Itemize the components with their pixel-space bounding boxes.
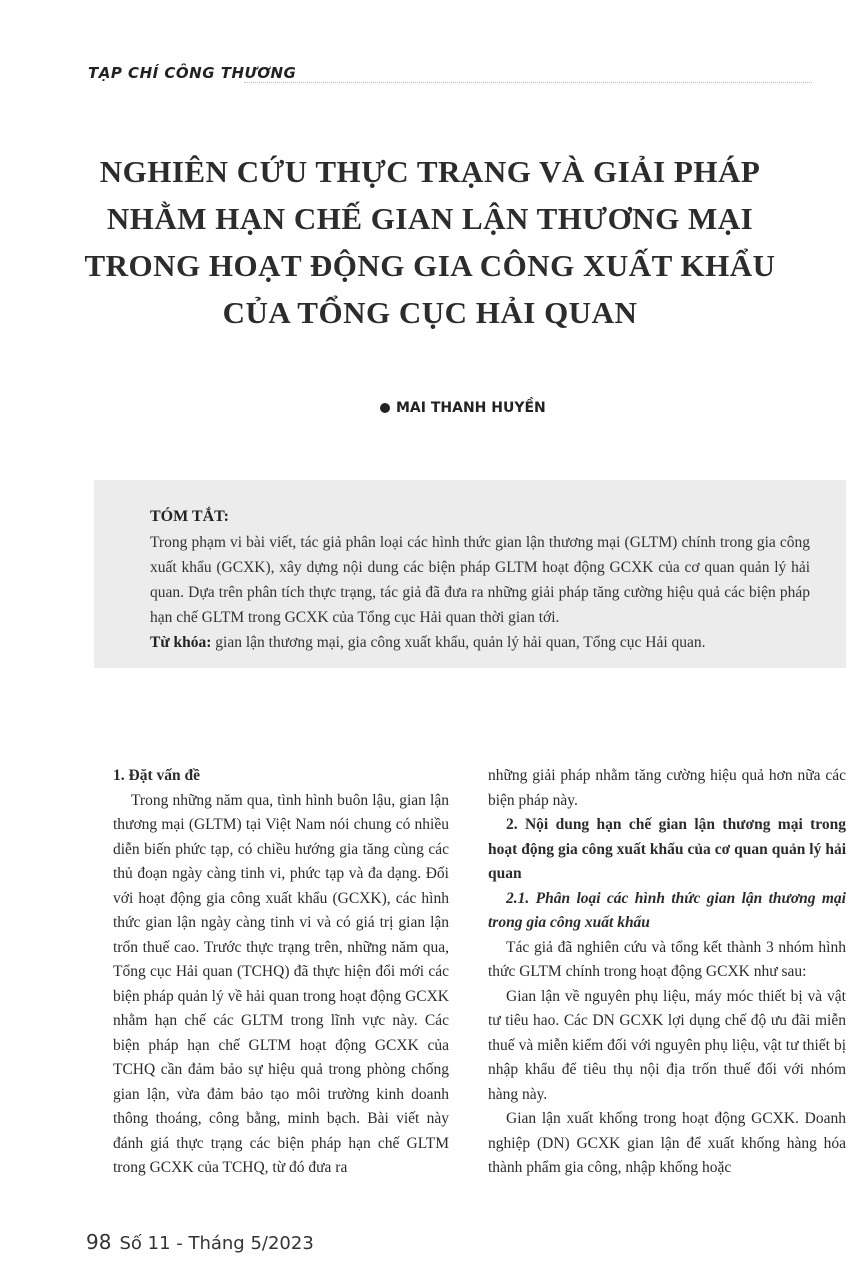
page-footer bbox=[86, 1230, 314, 1254]
section-heading: 2. Nội dung hạn chế gian lận thương mại trong hoạt động gia công xuất khẩu của cơ quan quản lý hải quan bbox=[488, 816, 846, 882]
left-column bbox=[113, 764, 449, 1181]
subsection-heading: 2.1. Phân loại các hình thức gian lận thương mại trong gia công xuất khẩu bbox=[488, 889, 846, 931]
section-heading: 1. Đặt vấn đề bbox=[113, 767, 200, 784]
journal-header: TẠP CHÍ CÔNG THƯƠNG bbox=[88, 64, 297, 82]
author-name: MAI THANH HUYỀN bbox=[396, 400, 546, 416]
header-rule bbox=[244, 82, 812, 83]
title-line: TRONG HOẠT ĐỘNG GIA CÔNG XUẤT KHẨU bbox=[84, 248, 776, 283]
right-column bbox=[488, 764, 846, 1181]
abstract-box bbox=[94, 480, 846, 668]
keywords-label: Từ khóa: bbox=[150, 634, 212, 651]
article-title bbox=[60, 148, 800, 336]
bullet-icon bbox=[380, 403, 390, 413]
title-line: CỦA TỔNG CỤC HẢI QUAN bbox=[222, 295, 638, 330]
page-number: 98 bbox=[86, 1230, 112, 1254]
body-paragraph: Gian lận về nguyên phụ liệu, máy móc thiết bị và vật tư tiêu hao. Các DN GCXK lợi dụng chế độ ưu đãi miễn thuế và miễn kiểm đối với nguyên phụ liệu, vật tư thiết bị nhập khẩu để tiêu thụ nội địa trốn thuế đối với nhóm hàng này. bbox=[488, 987, 846, 1103]
title-line: NHẰM HẠN CHẾ GIAN LẬN THƯƠNG MẠI bbox=[106, 201, 754, 236]
keywords-line bbox=[150, 630, 810, 655]
author-line bbox=[380, 400, 546, 416]
keywords-text: gian lận thương mại, gia công xuất khẩu, quản lý hải quan, Tổng cục Hải quan. bbox=[211, 634, 706, 651]
body-paragraph: Tác giả đã nghiên cứu và tổng kết thành 3 nhóm hình thức GLTM chính trong hoạt động GCXK như sau: bbox=[488, 938, 846, 980]
body-paragraph: Gian lận xuất khống trong hoạt động GCXK. Doanh nghiệp (DN) GCXK gian lận để xuất khống hàng hóa thành phẩm gia công, nhập khống hoặc bbox=[488, 1110, 846, 1176]
issue-info: Số 11 - Tháng 5/2023 bbox=[119, 1233, 314, 1254]
abstract-text: Trong phạm vi bài viết, tác giả phân loại các hình thức gian lận thương mại (GLTM) chính trong gia công xuất khẩu (GCXK), xây dựng nội dung các biện pháp GLTM hoạt động GCXK của cơ quan quản lý hải quan. Dựa trên phân tích thực trạng, tác giả đã đưa ra những giải pháp tăng cường hiệu quả các biện pháp hạn chế GLTM trong GCXK của Tổng cục Hải quan thời gian tới. bbox=[150, 534, 810, 626]
title-line: NGHIÊN CỨU THỰC TRẠNG VÀ GIẢI PHÁP bbox=[99, 154, 761, 189]
abstract-label: TÓM TẮT: bbox=[150, 508, 229, 525]
body-paragraph: những giải pháp nhằm tăng cường hiệu quả hơn nữa các biện pháp này. bbox=[488, 767, 846, 809]
body-paragraph: Trong những năm qua, tình hình buôn lậu, gian lận thương mại (GLTM) tại Việt Nam nói chung có nhiều diễn biến phức tạp, có chiều hướng gia tăng cùng các thủ đoạn ngày càng tinh vi, phức tạp và đa dạng. Đối với hoạt động gia công xuất khẩu (GCXK), các hình thức gian lận ngày càng tinh vi và có giá trị gian lận trốn thuế cao. Trước thực trạng trên, những năm qua, Tổng cục Hải quan (TCHQ) đã thực hiện đổi mới các biện pháp quản lý về hải quan trong hoạt động GCXK nhằm hạn chế các GLTM trong lĩnh vực này. Các biện pháp hạn chế GLTM hoạt động GCXK của TCHQ cần đảm bảo sự hiệu quả trong phòng chống gian lận, vừa đảm bảo tạo môi trường kinh doanh thông thoáng, công bằng, minh bạch. Bài viết này đánh giá thực trạng các biện pháp hạn chế GLTM trong GCXK của TCHQ, từ đó đưa ra bbox=[113, 791, 449, 1176]
